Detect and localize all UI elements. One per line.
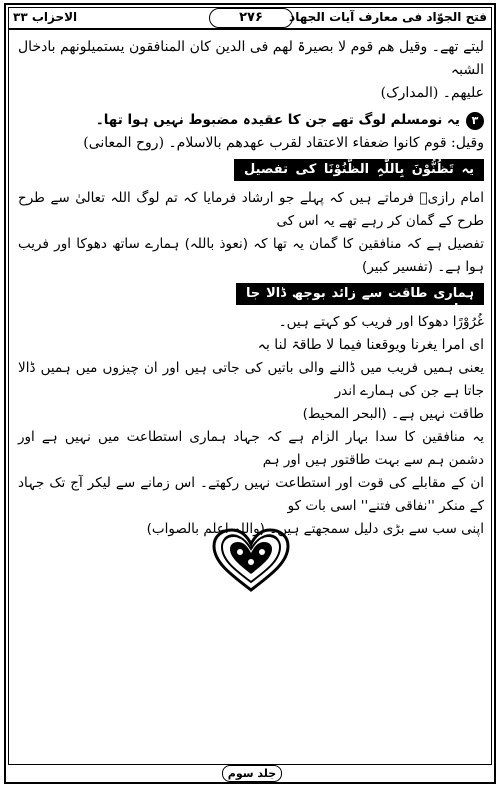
text-line: لیتے تھے۔ وقیل ھم قوم لا بصیرۃ لھم فی الدین کان المنافقون یستمیلونھم بادخال الشبہ xyxy=(18,39,484,78)
page-number: ۲۷۶ xyxy=(209,8,293,28)
paragraph-line: امام رازیؒ فرماتے ہیں کہ پہلے جو ارشاد فرمایا کہ تم لوگ اللہ تعالیٰ سے طرح طرح کے گمان کر رہے تھے یہ اس کی xyxy=(18,190,484,229)
paragraph-line: طاقت نہیں ہے۔ (البحر المحیط) xyxy=(302,406,484,422)
section-heading-row xyxy=(18,283,484,317)
numbered-point xyxy=(18,109,484,132)
point-text: یہ نومسلم لوگ تھے جن کا عقیدہ مضبوط نہیں ہوا تھا۔ xyxy=(95,112,460,128)
page-footer xyxy=(9,765,491,783)
arabic-quote: وقیل: قوم کانوا ضعفاء الاعتقاد لقرب عھدھم بالاسلام۔ (روح المعانی) xyxy=(83,135,484,151)
section-heading-row xyxy=(18,159,484,193)
paragraph-line: غُرُوْرًا دھوکا اور فریب کو کہتے ہیں۔ xyxy=(278,314,484,330)
book-title: فتح الجوّاد فی معارف آیات الجهاد xyxy=(289,10,487,24)
point-number-badge: ۳ xyxy=(466,112,484,130)
arabic-quote: ای امرا یغرنا ویوقعنا فیما لا طاقۃ لنا بہ xyxy=(257,337,484,353)
section-heading: ہماری طاقت سے زائد بوجھ ڈالا جا رہا ہے xyxy=(236,283,484,305)
paragraph-line: یہ منافقین کا سدا بہار الزام ہے کہ جہاد ہماری استطاعت میں نہیں ہے اور دشمن ہم سے بہت طاقتور ہیں اور ہم xyxy=(18,429,484,468)
paragraph-line: اپنی سب سے بڑی دلیل سمجھتے ہیں۔ (واللہ اعلم بالصواب) xyxy=(146,521,484,537)
paragraph-line: ان کے مقابلے کی قوت اور استطاعت نہیں رکھتے۔ اس زمانے سے لیکر آج تک جہاد کے منکر ''نفاقی فتنے'' اسی بات کو xyxy=(18,475,484,514)
section-heading: یہ تَظُنُّوْنَ بِاللّٰہِ الظُّنُوْنَا کی تفصیل ہے xyxy=(234,159,484,181)
text-line: علیھم۔ (المدارک) xyxy=(380,85,484,101)
paragraph-line: تفصیل ہے کہ منافقین کا گمان یہ تھا کہ (نعوذ باللہ) ہمارے ساتھ دھوکا اور فریب ہوا ہے۔ (تفسیر کبیر) xyxy=(18,236,484,275)
heart-ornament-icon xyxy=(210,526,292,594)
surah-reference: الاحزاب ۳۳ xyxy=(13,10,78,24)
volume-label: جلد سوم xyxy=(222,765,282,782)
paragraph-line: یعنی ہمیں فریب میں ڈالنے والی باتیں کی جاتی ہیں اور ان چیزوں میں ہمیں ڈالا جاتا ہے جن کی ہمارے اندر xyxy=(18,360,484,399)
page-header xyxy=(9,8,491,30)
page-content xyxy=(18,36,484,541)
